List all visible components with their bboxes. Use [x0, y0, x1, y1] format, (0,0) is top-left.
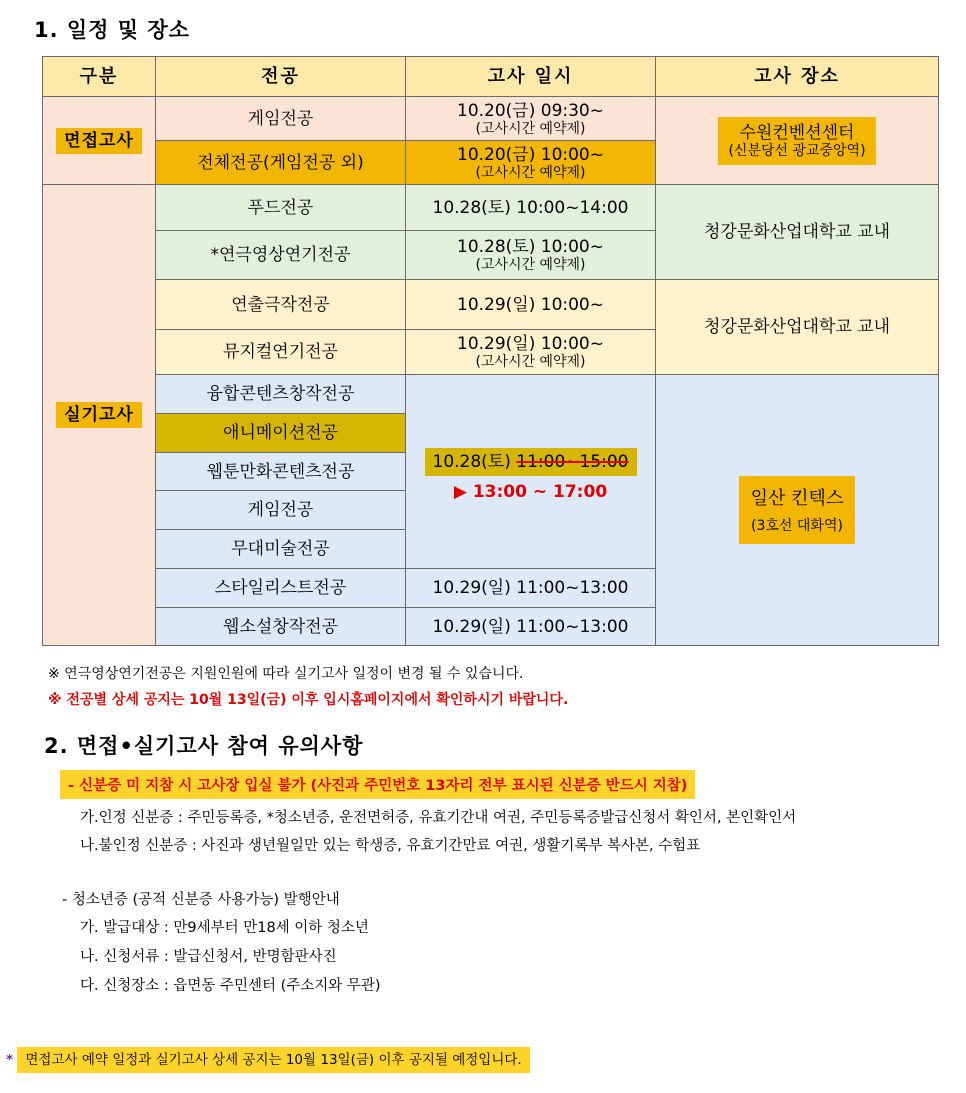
youth-card-item: 가. 발급대상 : 만9세부터 만18세 이하 청소년: [80, 920, 369, 936]
datetime-prefix: 10.28(토): [432, 451, 511, 472]
category-practical: [42, 184, 156, 646]
id-warning: - 신분증 미 지참 시 고사장 입실 불가 (사진과 주민번호 13자리 전부 표시된 신분증 반드시 지참): [60, 770, 695, 799]
header-category: 구분: [42, 56, 156, 97]
major-cell: 융합콘텐츠창작전공: [155, 374, 406, 414]
footer-text: 면접고사 예약 일정과 실기고사 상세 공지는 10월 13일(금) 이후 공지될 예정입니다.: [17, 1047, 529, 1073]
major-cell: 웹소설창작전공: [155, 607, 406, 646]
datetime-cell: [405, 230, 656, 280]
datetime-cell-group3: [405, 374, 656, 569]
note-detail-notice: ※ 전공별 상세 공지는 10월 13일(금) 이후 입시홈페이지에서 확인하시기 바랍니다.: [48, 692, 569, 708]
youth-card-item: 나. 신청서류 : 발급신청서, 반명함판사진: [80, 949, 337, 965]
header-venue: 고사 장소: [655, 56, 939, 97]
major-cell: 애니메이션전공: [155, 413, 406, 453]
venue-interview: [655, 96, 939, 185]
footer-mark: *: [6, 1052, 14, 1068]
datetime-changed-box: [425, 448, 637, 476]
major-cell: 게임전공: [155, 490, 406, 530]
datetime-cell: 10.29(일) 10:00~: [405, 279, 656, 330]
category-interview-label: 면접고사: [56, 128, 142, 154]
venue-name: 수원컨벤션센터: [739, 122, 855, 143]
major-cell: 뮤지컬연기전공: [155, 329, 406, 375]
venue-note: (신분당선 광교중앙역): [728, 142, 866, 159]
youth-card-title: - 청소년증 (공적 신분증 사용가능) 발행안내: [62, 892, 340, 908]
invalid-id-list: 나.불인정 신분증 : 사진과 생년월일만 있는 학생증, 유효기간만료 여권, 생활기록부 복사본, 수험표: [80, 838, 701, 854]
venue-cell: 청강문화산업대학교 교내: [655, 279, 939, 375]
note-schedule-change: ※ 연극영상연기전공은 지원인원에 따라 실기고사 일정이 변경 될 수 있습니다.: [48, 666, 524, 682]
section1-title: 1. 일정 및 장소: [34, 18, 190, 42]
datetime-new: ▶ 13:00 ~ 17:00: [453, 481, 608, 502]
datetime-text: 10.20(금) 10:00~: [457, 144, 604, 165]
section2-title: 2. 면접•실기고사 참여 유의사항: [44, 734, 364, 758]
datetime-note: (고사시간 예약제): [475, 354, 586, 370]
venue-interview-box: [718, 117, 875, 165]
venue-name: 일산 킨텍스: [750, 488, 844, 509]
major-cell: 웹툰만화콘텐츠전공: [155, 452, 406, 491]
major-cell: 전체전공(게임전공 외): [155, 140, 406, 185]
datetime-cell: [405, 329, 656, 375]
datetime-text: 10.29(일) 10:00~: [457, 334, 604, 354]
header-datetime: 고사 일시: [405, 56, 656, 97]
datetime-note: (고사시간 예약제): [475, 120, 586, 137]
header-major: 전공: [155, 56, 406, 97]
youth-card-item: 다. 신청장소 : 읍면동 주민센터 (주소지와 무관): [80, 978, 381, 994]
major-cell: 연출극작전공: [155, 279, 406, 330]
datetime-text: 10.20(금) 09:30~: [457, 100, 604, 121]
datetime-old: 11:00~15:00: [516, 451, 629, 472]
category-interview: [42, 96, 156, 185]
venue-cell: 청강문화산업대학교 교내: [655, 184, 939, 280]
datetime-text: 10.28(토) 10:00~: [457, 237, 604, 257]
venue-kintex: [655, 374, 939, 646]
datetime-cell: 10.28(토) 10:00~14:00: [405, 184, 656, 231]
venue-note: (3호선 대화역): [751, 518, 843, 534]
major-cell: *연극영상연기전공: [155, 230, 406, 280]
category-practical-label: 실기고사: [56, 402, 142, 428]
venue-kintex-box: [739, 476, 856, 544]
major-cell: 무대미술전공: [155, 529, 406, 569]
major-cell: 스타일리스트전공: [155, 568, 406, 608]
datetime-note: (고사시간 예약제): [475, 257, 586, 273]
datetime-cell: 10.29(일) 11:00~13:00: [405, 607, 656, 646]
datetime-cell: 10.29(일) 11:00~13:00: [405, 568, 656, 608]
datetime-note: (고사시간 예약제): [475, 164, 586, 181]
datetime-cell: [405, 96, 656, 141]
footer-note: [6, 1048, 530, 1068]
datetime-cell: [405, 140, 656, 185]
valid-id-list: 가.인정 신분증 : 주민등록증, *청소년증, 운전면허증, 유효기간내 여권, 주민등록증발급신청서 확인서, 본인확인서: [80, 810, 797, 826]
major-cell: 게임전공: [155, 96, 406, 141]
major-cell: 푸드전공: [155, 184, 406, 231]
